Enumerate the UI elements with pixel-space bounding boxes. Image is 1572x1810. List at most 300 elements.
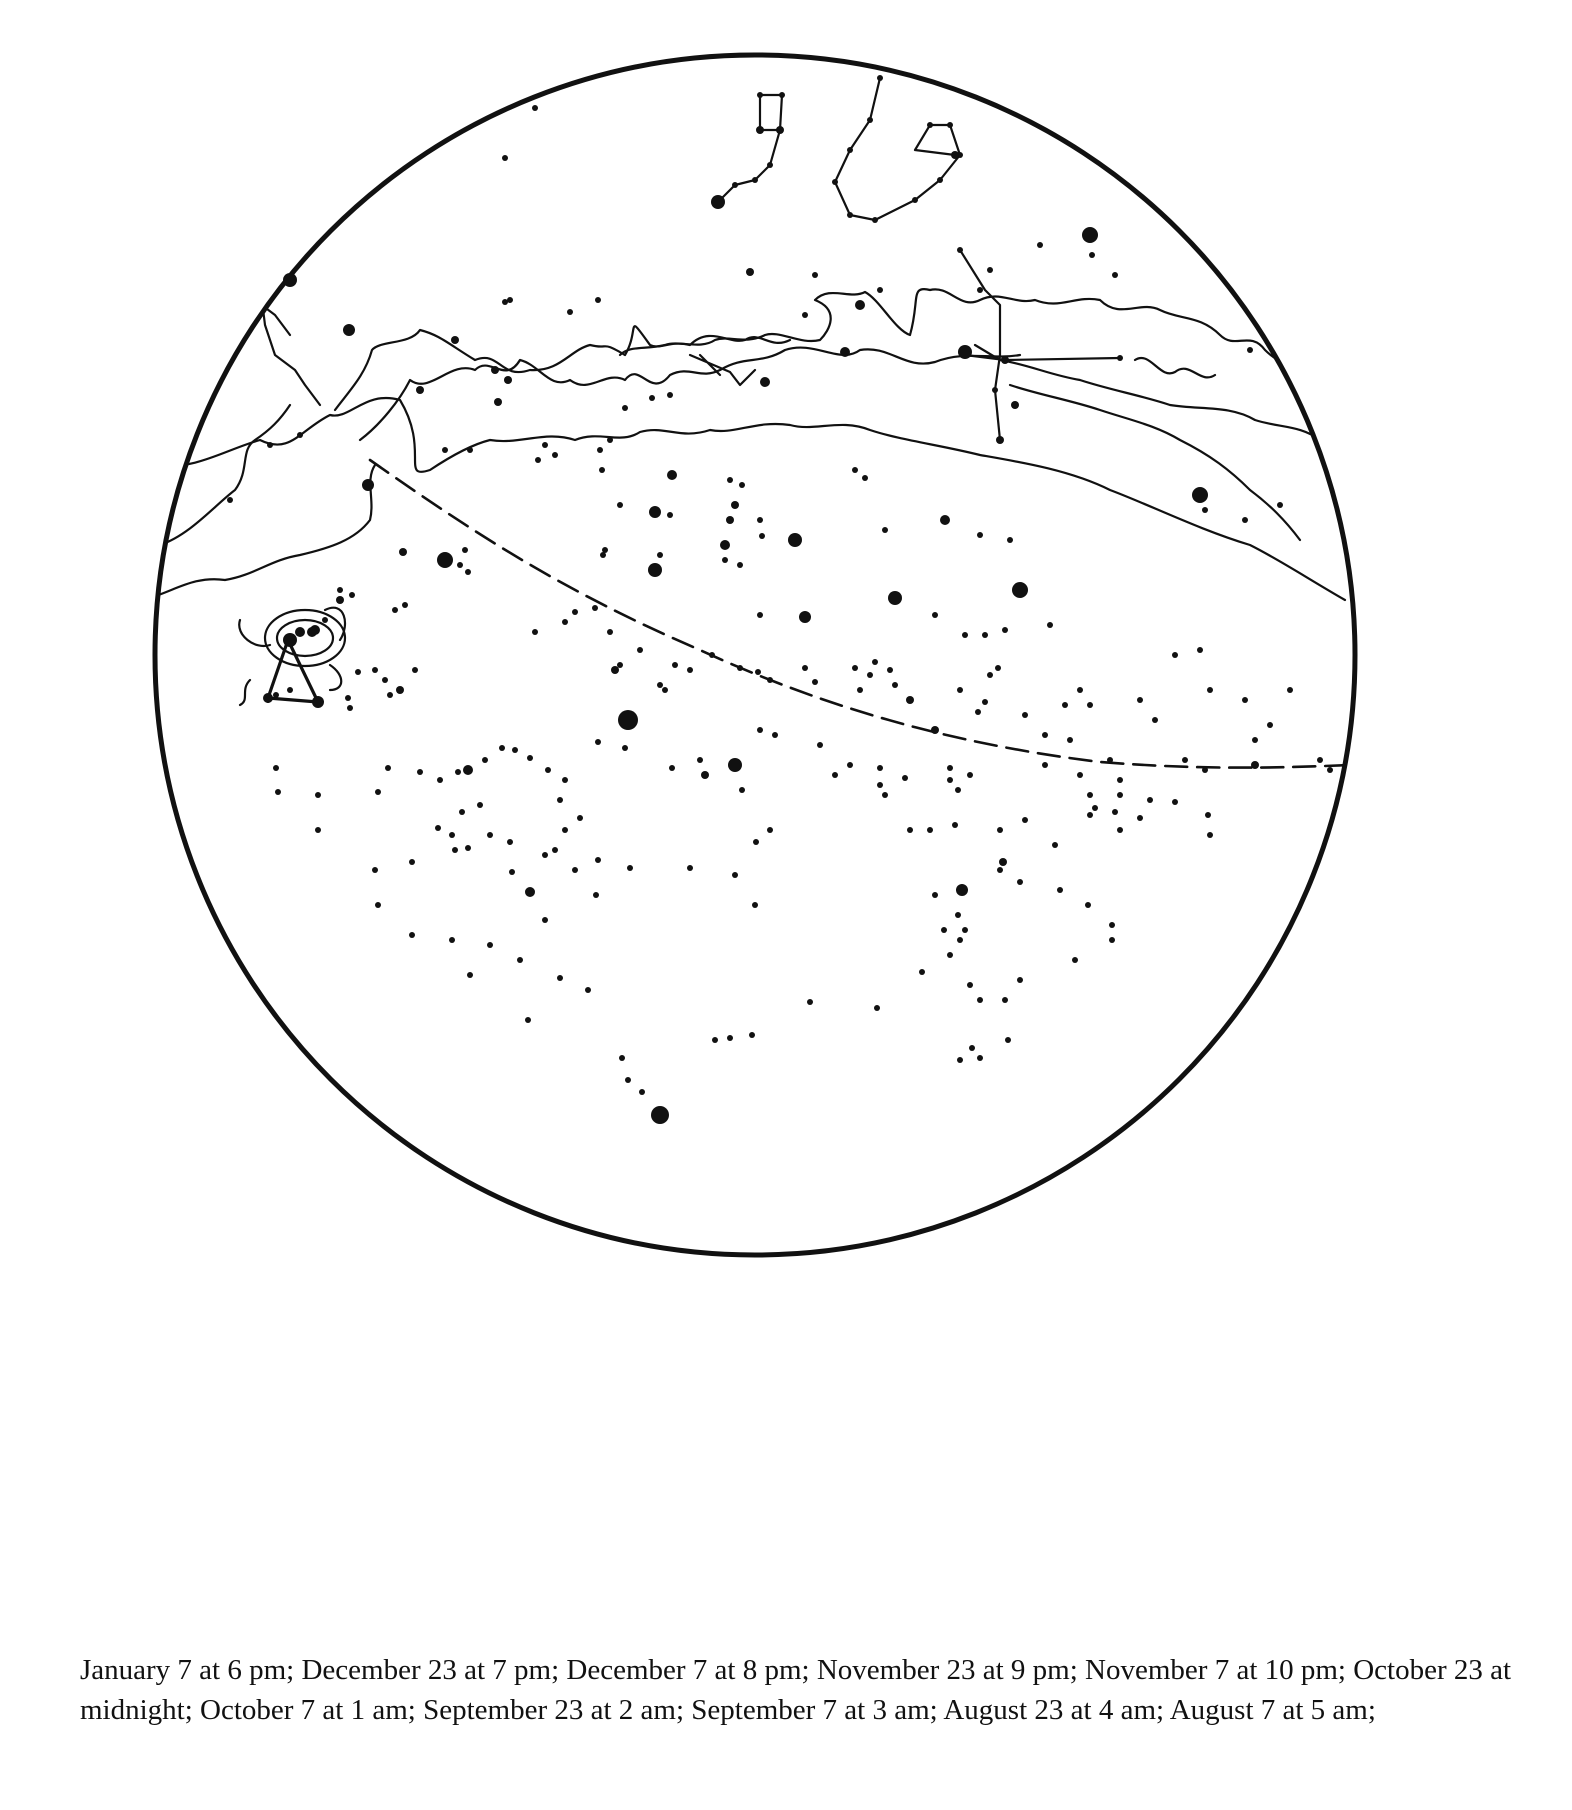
star [862, 475, 868, 481]
star [1017, 977, 1023, 983]
star [1202, 767, 1208, 773]
star [597, 447, 603, 453]
star [467, 447, 473, 453]
star [755, 669, 761, 675]
star [852, 665, 858, 671]
star [1067, 737, 1073, 743]
star [1152, 717, 1158, 723]
star [595, 739, 601, 745]
star [1007, 537, 1013, 543]
star [625, 1077, 631, 1083]
star [847, 147, 853, 153]
star [667, 512, 673, 518]
star [1182, 757, 1188, 763]
star [315, 827, 321, 833]
star [667, 392, 673, 398]
star [437, 552, 453, 568]
star [955, 912, 961, 918]
star [1052, 842, 1058, 848]
star [1112, 272, 1118, 278]
star [619, 1055, 625, 1061]
star [337, 587, 343, 593]
star [297, 432, 303, 438]
star [372, 667, 378, 673]
star [1317, 757, 1323, 763]
star [956, 884, 968, 896]
milky-way-outline [160, 398, 1345, 600]
star [409, 859, 415, 865]
star [1242, 697, 1248, 703]
star [872, 217, 878, 223]
star [602, 547, 608, 553]
star [267, 442, 273, 448]
star [727, 1035, 733, 1041]
star [1252, 737, 1258, 743]
ecliptic-line [370, 460, 1350, 768]
star [577, 815, 583, 821]
star [857, 687, 863, 693]
star [776, 126, 784, 134]
star [648, 563, 662, 577]
star [552, 452, 558, 458]
star [772, 732, 778, 738]
star [1062, 702, 1068, 708]
star [1109, 937, 1115, 943]
star [927, 827, 933, 833]
star [975, 709, 981, 715]
star [832, 179, 838, 185]
star [557, 975, 563, 981]
star [287, 687, 293, 693]
star [517, 957, 523, 963]
star [451, 336, 459, 344]
star [877, 765, 883, 771]
star [941, 927, 947, 933]
star [731, 501, 739, 509]
star [969, 1045, 975, 1051]
star [788, 533, 802, 547]
star [746, 268, 754, 276]
star [592, 605, 598, 611]
star [756, 126, 764, 134]
star [752, 177, 758, 183]
star [1087, 702, 1093, 708]
star [1247, 347, 1253, 353]
star [951, 151, 959, 159]
star [967, 982, 973, 988]
star [1117, 355, 1123, 361]
star [409, 932, 415, 938]
star [617, 662, 623, 668]
star [887, 667, 893, 673]
star [1077, 687, 1083, 693]
star [572, 609, 578, 615]
star [477, 802, 483, 808]
star [459, 809, 465, 815]
star [739, 787, 745, 793]
star [1192, 487, 1208, 503]
star [1117, 827, 1123, 833]
star [855, 300, 865, 310]
star [627, 865, 633, 871]
star [759, 533, 765, 539]
star [283, 633, 297, 647]
star [649, 506, 661, 518]
star [572, 867, 578, 873]
star [737, 665, 743, 671]
star [767, 827, 773, 833]
star [455, 769, 461, 775]
star [1017, 879, 1023, 885]
star [1042, 762, 1048, 768]
star [807, 999, 813, 1005]
star [687, 667, 693, 673]
star [1277, 502, 1283, 508]
star [637, 647, 643, 653]
star [753, 839, 759, 845]
star [697, 757, 703, 763]
milky-way-outline [1010, 385, 1300, 540]
star [931, 726, 939, 734]
constellation-line [835, 78, 960, 220]
star [799, 611, 811, 623]
star [502, 155, 508, 161]
star [982, 632, 988, 638]
star [1047, 622, 1053, 628]
star [607, 437, 613, 443]
star [355, 669, 361, 675]
star [947, 952, 953, 958]
star [387, 692, 393, 698]
star [995, 665, 1001, 671]
star [435, 825, 441, 831]
star [1197, 647, 1203, 653]
star [1137, 697, 1143, 703]
star [757, 727, 763, 733]
star [595, 857, 601, 863]
star [417, 769, 423, 775]
star [372, 867, 378, 873]
star [542, 852, 548, 858]
star [907, 827, 913, 833]
star [906, 696, 914, 704]
star [874, 1005, 880, 1011]
star [527, 755, 533, 761]
constellation-line [960, 250, 1120, 440]
star [1107, 757, 1113, 763]
star [651, 1106, 669, 1124]
star [487, 942, 493, 948]
milky-way-outline [140, 465, 375, 600]
star [709, 652, 715, 658]
star [273, 765, 279, 771]
star [545, 767, 551, 773]
star [1085, 902, 1091, 908]
star [997, 867, 1003, 873]
milky-way-outline [360, 348, 1020, 440]
star [552, 847, 558, 853]
star [1022, 817, 1028, 823]
star [1077, 772, 1083, 778]
star [1089, 252, 1095, 258]
star [525, 887, 535, 897]
star [1207, 832, 1213, 838]
constellation-line [690, 355, 755, 385]
star [877, 287, 883, 293]
star [1072, 957, 1078, 963]
star [1207, 687, 1213, 693]
star [739, 482, 745, 488]
star [1087, 812, 1093, 818]
star [957, 1057, 963, 1063]
star [958, 345, 972, 359]
star [416, 386, 424, 394]
star [1172, 652, 1178, 658]
star [712, 1037, 718, 1043]
star [882, 792, 888, 798]
star [760, 377, 770, 387]
star [336, 596, 344, 604]
star [919, 969, 925, 975]
star [535, 457, 541, 463]
star [315, 792, 321, 798]
star [442, 447, 448, 453]
star [467, 972, 473, 978]
star [487, 832, 493, 838]
star [737, 562, 743, 568]
star [491, 366, 499, 374]
star [687, 865, 693, 871]
milky-way-outline [1000, 360, 1320, 440]
star [867, 117, 873, 123]
star [504, 376, 512, 384]
star [1005, 1037, 1011, 1043]
star [817, 742, 823, 748]
star [449, 832, 455, 838]
star [1002, 997, 1008, 1003]
star [562, 777, 568, 783]
constellation-line [245, 285, 320, 405]
star [611, 666, 619, 674]
star [1011, 401, 1019, 409]
star [1287, 687, 1293, 693]
star [1037, 242, 1043, 248]
star [867, 672, 873, 678]
star [722, 557, 728, 563]
star [295, 627, 305, 637]
star [567, 309, 573, 315]
star [832, 772, 838, 778]
star [662, 687, 668, 693]
star [847, 762, 853, 768]
star [557, 797, 563, 803]
star [525, 1017, 531, 1023]
star [749, 1032, 755, 1038]
star [937, 177, 943, 183]
star [852, 467, 858, 473]
star [987, 267, 993, 273]
star [882, 527, 888, 533]
star [657, 682, 663, 688]
star [1172, 799, 1178, 805]
star [757, 517, 763, 523]
star [349, 592, 355, 598]
star [347, 705, 353, 711]
star [957, 687, 963, 693]
star [273, 692, 279, 698]
star [728, 758, 742, 772]
star [1092, 805, 1098, 811]
star [532, 629, 538, 635]
star [962, 927, 968, 933]
constellation-line [718, 95, 782, 202]
star [977, 287, 983, 293]
star [987, 672, 993, 678]
star [757, 92, 763, 98]
star [402, 602, 408, 608]
star [902, 775, 908, 781]
star [720, 540, 730, 550]
star [892, 682, 898, 688]
star [967, 772, 973, 778]
star [1267, 722, 1273, 728]
star [457, 562, 463, 568]
star [947, 122, 953, 128]
star [265, 697, 271, 703]
star [977, 997, 983, 1003]
star [375, 789, 381, 795]
star [779, 92, 785, 98]
star [802, 665, 808, 671]
star [465, 845, 471, 851]
star [463, 765, 473, 775]
star [452, 847, 458, 853]
star [872, 659, 878, 665]
observation-times-caption: January 7 at 6 pm; December 23 at 7 pm; December 7 at 8 pm; November 23 at 9 pm; November 7 at 10 pm; October 23 at midnight; October 7 at 1 am; September 23 at 2 am; September 7 at 3 am; August 23 at 4 am; August 7 at 5 am; [80, 1654, 1512, 1726]
star [449, 937, 455, 943]
star [1057, 887, 1063, 893]
star [667, 470, 677, 480]
star [1002, 627, 1008, 633]
star [607, 629, 613, 635]
star [617, 502, 623, 508]
star [982, 699, 988, 705]
star [997, 827, 1003, 833]
star [932, 612, 938, 618]
star [669, 765, 675, 771]
star [462, 547, 468, 553]
star [509, 869, 515, 875]
star [1137, 815, 1143, 821]
star [812, 272, 818, 278]
star [618, 710, 638, 730]
star [1117, 777, 1123, 783]
star [1001, 356, 1009, 364]
star [362, 479, 374, 491]
star [499, 745, 505, 751]
star [345, 695, 351, 701]
star [595, 297, 601, 303]
star [888, 591, 902, 605]
star [962, 632, 968, 638]
star [1087, 792, 1093, 798]
star [1147, 797, 1153, 803]
star [465, 569, 471, 575]
star [343, 324, 355, 336]
star [275, 789, 281, 795]
star [732, 872, 738, 878]
star [312, 696, 324, 708]
star [996, 436, 1004, 444]
star [711, 195, 725, 209]
star [437, 777, 443, 783]
star [812, 679, 818, 685]
star [307, 627, 317, 637]
star [877, 782, 883, 788]
star [507, 839, 513, 845]
star [1117, 792, 1123, 798]
star [375, 902, 381, 908]
star [912, 197, 918, 203]
star [512, 747, 518, 753]
milky-way-outline [160, 405, 290, 545]
star [1242, 517, 1248, 523]
star [732, 182, 738, 188]
star [701, 771, 709, 779]
star [649, 395, 655, 401]
star [542, 442, 548, 448]
star [840, 347, 850, 357]
star [1109, 922, 1115, 928]
star [955, 787, 961, 793]
star [952, 822, 958, 828]
star [622, 405, 628, 411]
star [562, 619, 568, 625]
star [385, 765, 391, 771]
star [927, 122, 933, 128]
star [494, 398, 502, 406]
star [283, 273, 297, 287]
star [752, 902, 758, 908]
star [412, 667, 418, 673]
star [1022, 712, 1028, 718]
star [532, 105, 538, 111]
star [599, 467, 605, 473]
star-field [227, 75, 1333, 1124]
star [1112, 809, 1118, 815]
milky-way-outline [1135, 358, 1215, 377]
star [382, 677, 388, 683]
star [396, 686, 404, 694]
star [507, 297, 513, 303]
star [593, 892, 599, 898]
star [757, 612, 763, 618]
star [399, 548, 407, 556]
star [227, 497, 233, 503]
star [392, 607, 398, 613]
star [940, 515, 950, 525]
star [877, 75, 883, 81]
star [622, 745, 628, 751]
star [482, 757, 488, 763]
star [767, 162, 773, 168]
star [802, 312, 808, 318]
star [977, 1055, 983, 1061]
star [1251, 761, 1259, 769]
star [847, 212, 853, 218]
star [322, 617, 328, 623]
star [977, 532, 983, 538]
